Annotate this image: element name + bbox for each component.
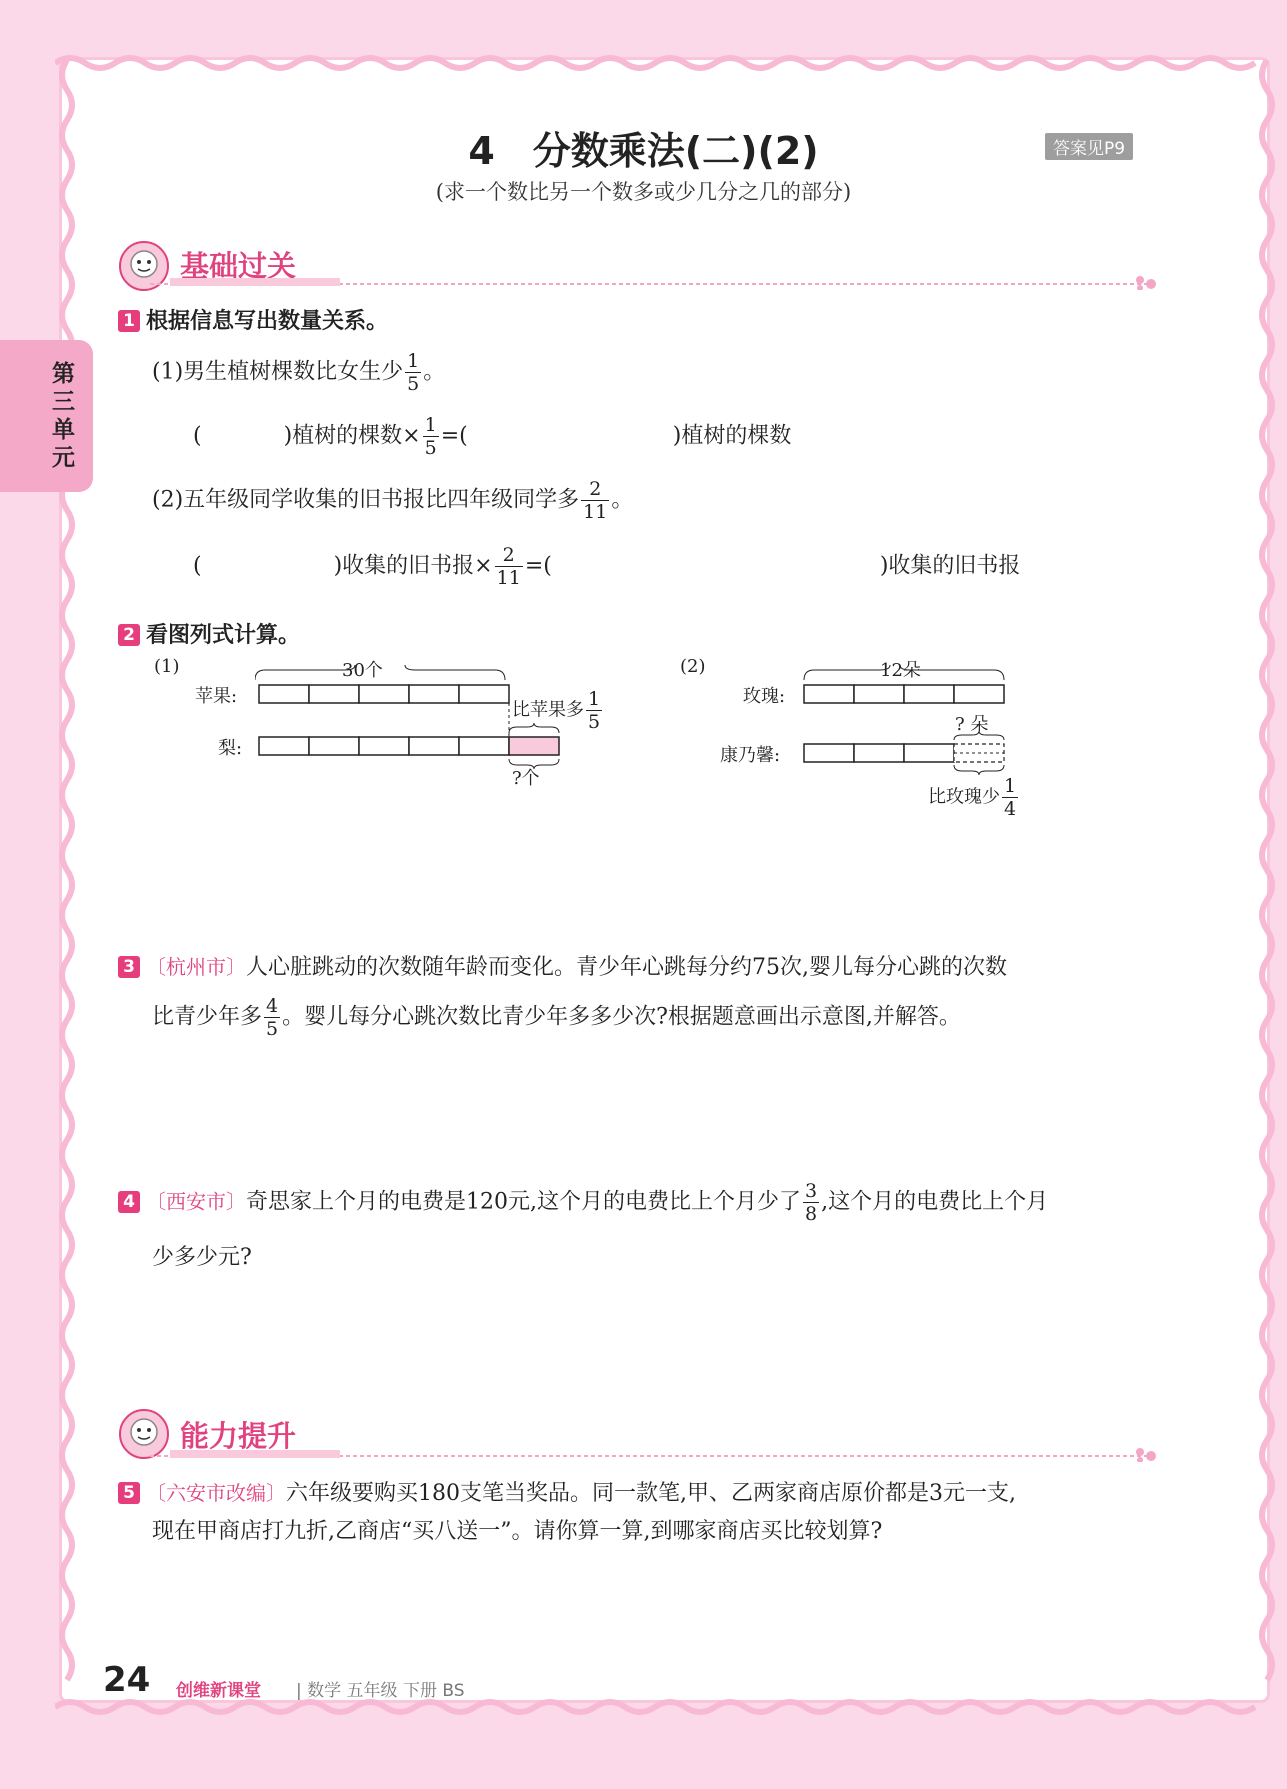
question-5-number: 5: [118, 1482, 140, 1504]
question-3-text-1: 人心脏跳动的次数随年龄而变化。青少年心跳每分约75次,婴儿每分心跳的次数: [246, 955, 1007, 980]
question-5-text-1: 六年级要购买180支笔当奖品。同一款笔,甲、乙两家商店原价都是3元一支,: [286, 1481, 1016, 1506]
diagram-2-question: ? 朵: [955, 714, 989, 735]
top-wave-border: [55, 48, 1275, 78]
question-1-formula-2: [193, 544, 1020, 589]
q1-f2-mid: )收集的旧书报×: [333, 553, 493, 579]
page-title: 4 分数乘法(二)(2): [468, 129, 819, 173]
q1-f1-mid: )植树的棵数×: [283, 423, 421, 449]
question-3-line-1: [118, 950, 1007, 981]
q1-f2-eq: =(: [524, 553, 552, 579]
diagram-1-question: ?个: [512, 768, 540, 789]
page-number: 24: [103, 1660, 151, 1700]
diagram-2-row-rose-label: 玫瑰:: [743, 686, 786, 707]
section-advanced-underline: [150, 1438, 1160, 1462]
question-1-title-text: 根据信息写出数量关系。: [146, 309, 389, 334]
question-4-number: 4: [118, 1191, 140, 1213]
right-wave-border: [1255, 60, 1279, 1700]
diagram-1-row-apple-label: 苹果:: [195, 686, 238, 707]
question-1-part-2: [152, 478, 633, 523]
question-5-line-1: [118, 1476, 1016, 1507]
question-1-number: 1: [118, 310, 140, 332]
q1-p1-label: (1)男生植树棵数比女生少: [152, 359, 404, 385]
question-4-text-1b: ,这个月的电费比上个月: [821, 1189, 1049, 1215]
question-4-line-1: [118, 1180, 1048, 1225]
q1-p2-fraction: $\frac{2}{11}$: [583, 478, 608, 523]
q1-f1-eq: =(: [440, 423, 468, 449]
diagram-1-row-pear-label: 梨:: [218, 738, 243, 759]
diagram-2-note: [928, 775, 1020, 820]
q1-f2-open: (: [193, 553, 202, 579]
q1-p1-fraction: $\frac{1}{5}$: [407, 350, 420, 395]
diagram-1-total-label: 30个: [342, 660, 383, 681]
unit-side-tab: [0, 340, 93, 492]
question-3-number: 3: [118, 956, 140, 978]
question-2-title: [118, 618, 300, 649]
question-5-line-2: 现在甲商店打九折,乙商店“买八送一”。请你算一算,到哪家商店买比较划算?: [152, 1519, 883, 1544]
left-wave-border: [55, 60, 79, 1700]
q1-p1-end: 。: [423, 359, 446, 385]
question-3-text-2b: 。婴儿每分心跳次数比青少年多多少次?根据题意画出示意图,并解答。: [282, 1004, 961, 1030]
diagram-1-note: [512, 688, 604, 733]
diagram-2-note-text: 比玫瑰少: [928, 786, 1000, 808]
question-2-number: 2: [118, 624, 140, 646]
diagram-2-total-label: 12朵: [880, 660, 921, 681]
q1-p2-end: 。: [611, 487, 634, 513]
question-4-fraction: $\frac{3}{8}$: [805, 1180, 818, 1225]
diagram-2-note-fraction: $\frac{1}{4}$: [1004, 775, 1017, 820]
question-1-formula-1: [193, 414, 791, 459]
section-basic-underline: [150, 266, 1160, 290]
unit-tab-label: 第三单元: [52, 361, 75, 471]
diagram-1-label: (1): [154, 656, 180, 677]
section-basic-heading: 基础过关: [180, 249, 297, 283]
q1-f1-open: (: [193, 423, 202, 449]
question-4-line-2: 少多少元?: [152, 1245, 252, 1270]
q1-f2-fraction: $\frac{2}{11}$: [496, 544, 521, 589]
book-info: | 数学 五年级 下册 BS: [296, 1681, 465, 1701]
q1-f1-fraction: $\frac{1}{5}$: [424, 414, 437, 459]
question-3-text-2a: 比青少年多: [152, 1004, 263, 1030]
question-3-source: 〔杭州市〕: [146, 955, 246, 979]
section-advanced-heading: 能力提升: [180, 1419, 297, 1453]
question-5-source: 〔六安市改编〕: [146, 1481, 286, 1505]
question-3-fraction: $\frac{4}{5}$: [266, 995, 279, 1040]
question-1-part-1: [152, 350, 445, 395]
q1-f1-end: )植树的棵数: [672, 423, 792, 449]
question-4-source: 〔西安市〕: [146, 1189, 246, 1214]
question-1-title: [118, 304, 388, 335]
question-2-title-text: 看图列式计算。: [146, 623, 301, 648]
diagram-2-row-carnation-label: 康乃馨:: [720, 745, 781, 766]
diagram-1-note-fraction: $\frac{1}{5}$: [588, 688, 601, 733]
book-name: 创维新课堂: [176, 1681, 261, 1701]
question-4-text-1a: 奇思家上个月的电费是120元,这个月的电费比上个月少了: [246, 1189, 801, 1215]
answer-reference-badge: 答案见P9: [1045, 133, 1133, 160]
page-subtitle: (求一个数比另一个数多或少几分之几的部分): [435, 180, 852, 204]
question-3-line-2: [152, 995, 961, 1040]
diagram-2-label: (2): [680, 656, 706, 677]
q1-p2-label: (2)五年级同学收集的旧书报比四年级同学多: [152, 487, 580, 513]
q1-f2-end: )收集的旧书报: [879, 553, 1021, 579]
diagram-1-note-text: 比苹果多: [512, 699, 584, 721]
